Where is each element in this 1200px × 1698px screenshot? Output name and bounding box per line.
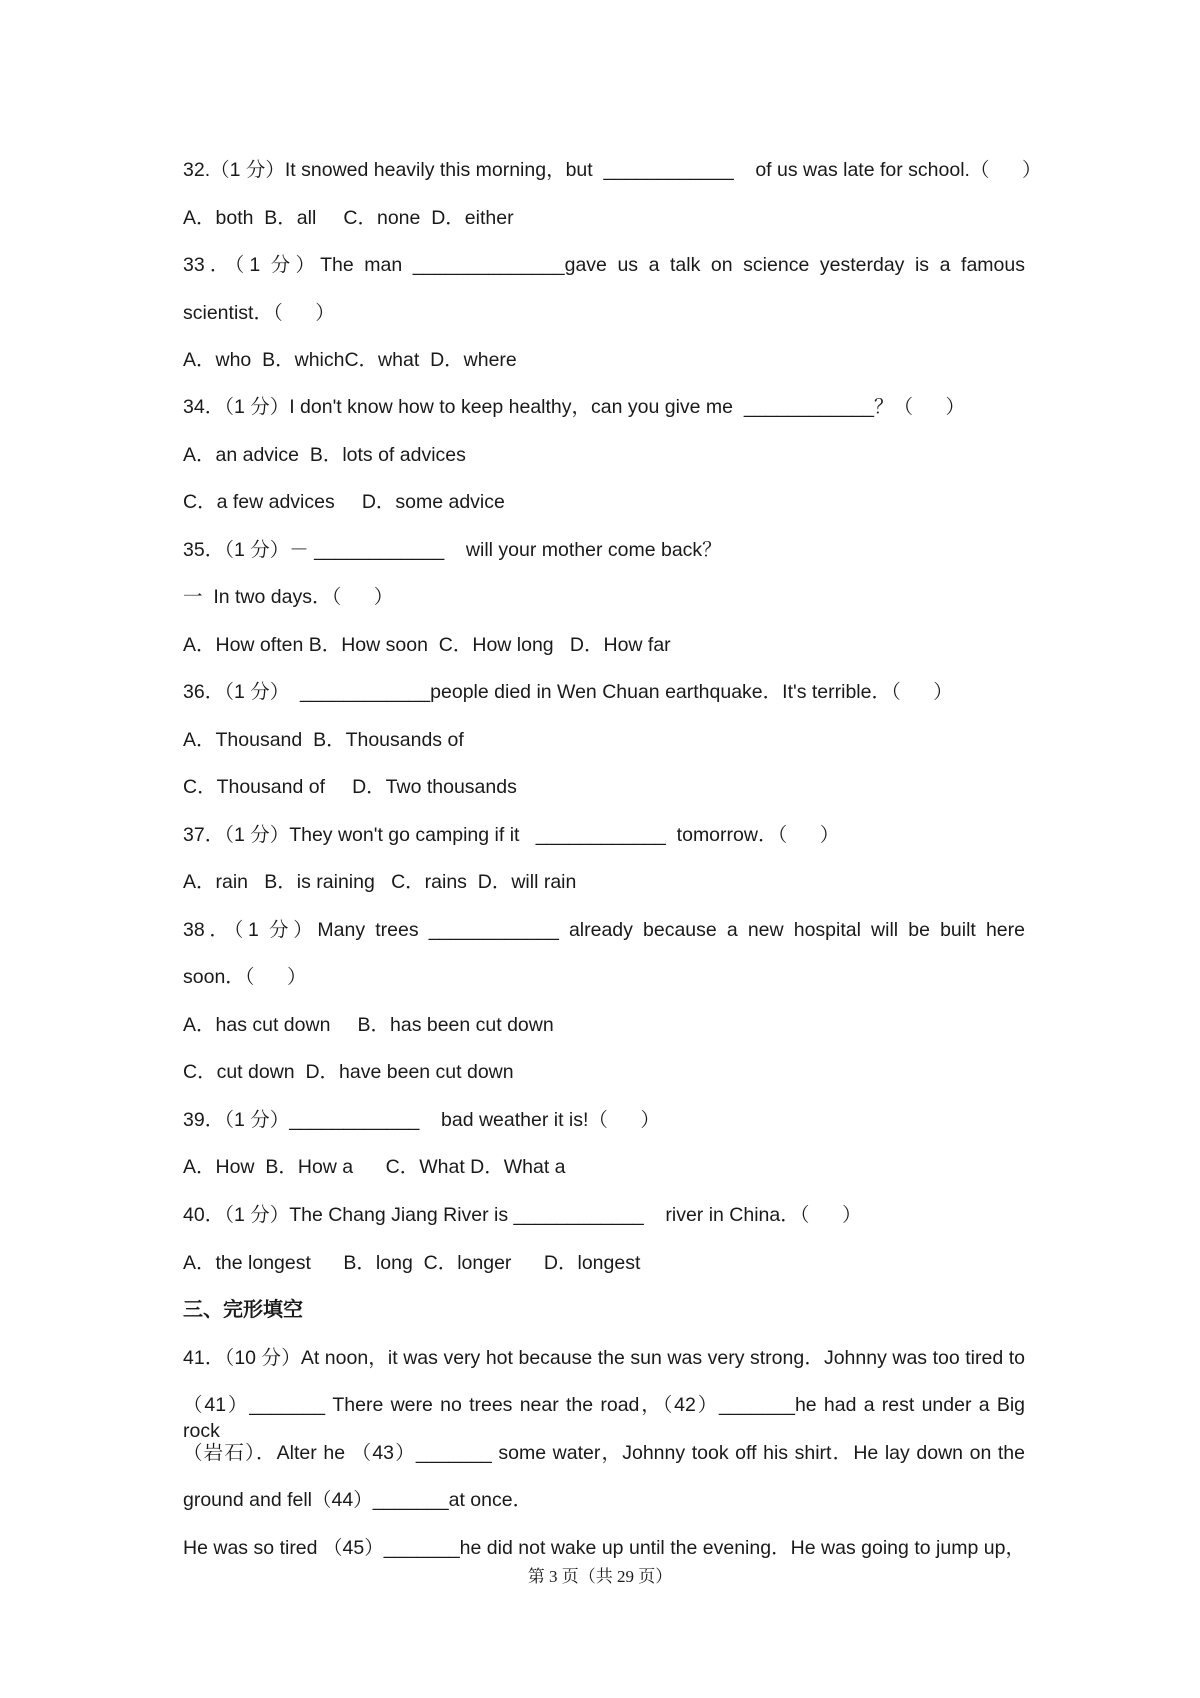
section-heading: 三、完形填空 [183,1299,303,1321]
q33-stem-line1: 33．（1 分）The man ______________gave us a talk on science yesterday is a famous [183,254,1025,276]
q35-stem: 35．（1 分）－ ____________ will your mother come back？ [183,539,722,561]
q36-options-line2: C．Thousand of D．Two thousands [183,776,517,798]
q41-passage-line4: ground and fell（44）_______at once． [183,1489,533,1511]
q41-passage-line5: He was so tired （45）_______he did not wake up until the evening．He was going to jump up， [183,1537,1025,1559]
q41-passage-line1: 41．（10 分）At noon，it was very hot because the sun was very strong．Johnny was too tired to [183,1347,1025,1369]
q40-stem: 40．（1 分）The Chang Jiang River is ____________ river in China．（ ） [183,1204,862,1226]
q39-options: A．How B．How a C．What D．What a [183,1156,566,1178]
q32-options: A．both B．all C．none D．either [183,207,514,229]
q34-stem: 34．（1 分）I don't know how to keep healthy，can you give me ____________？（ ） [183,396,965,418]
q40-options: A．the longest B．long C．longer D．longest [183,1252,641,1274]
q35-answer-line: 一 In two days．（ ） [183,586,394,608]
page-number-footer: 第 3 页（共 29 页） [527,1567,673,1586]
q35-options: A．How often B．How soon C．How long D．How far [183,634,671,656]
q36-options-line1: A．Thousand B．Thousands of [183,729,464,751]
q38-options-line2: C．cut down D．have been cut down [183,1061,514,1083]
q38-stem-line2: soon．（ ） [183,966,307,988]
q38-options-line1: A．has cut down B．has been cut down [183,1014,554,1036]
q39-stem: 39．（1 分）____________ bad weather it is!（ ） [183,1109,660,1131]
q34-options-line1: A．an advice B．lots of advices [183,444,466,466]
q41-passage-line2: （41）_______ There were no trees near the road，（42）_______he had a rest under a Big rock [183,1394,1025,1442]
q37-stem: 37．（1 分）They won't go camping if it ____________ tomorrow．（ ） [183,824,840,846]
q36-stem: 36．（1 分） ____________people died in Wen Chuan earthquake．It's terrible．（ ） [183,681,953,703]
q32-stem: 32.（1 分）It snowed heavily this morning，but ____________ of us was late for school.（ ） [183,159,1042,181]
q38-stem-line1: 38．（1 分）Many trees ____________ already because a new hospital will be built here [183,919,1025,941]
q34-options-line2: C．a few advices D．some advice [183,491,505,513]
q33-options: A．who B．whichC．what D．where [183,349,517,371]
q37-options: A．rain B．is raining C．rains D．will rain [183,871,577,893]
q41-passage-line3: （岩石）．Alter he （43）_______ some water，Johnny took off his shirt．He lay down on the [183,1442,1025,1464]
q33-stem-line2: scientist．（ ） [183,302,335,324]
